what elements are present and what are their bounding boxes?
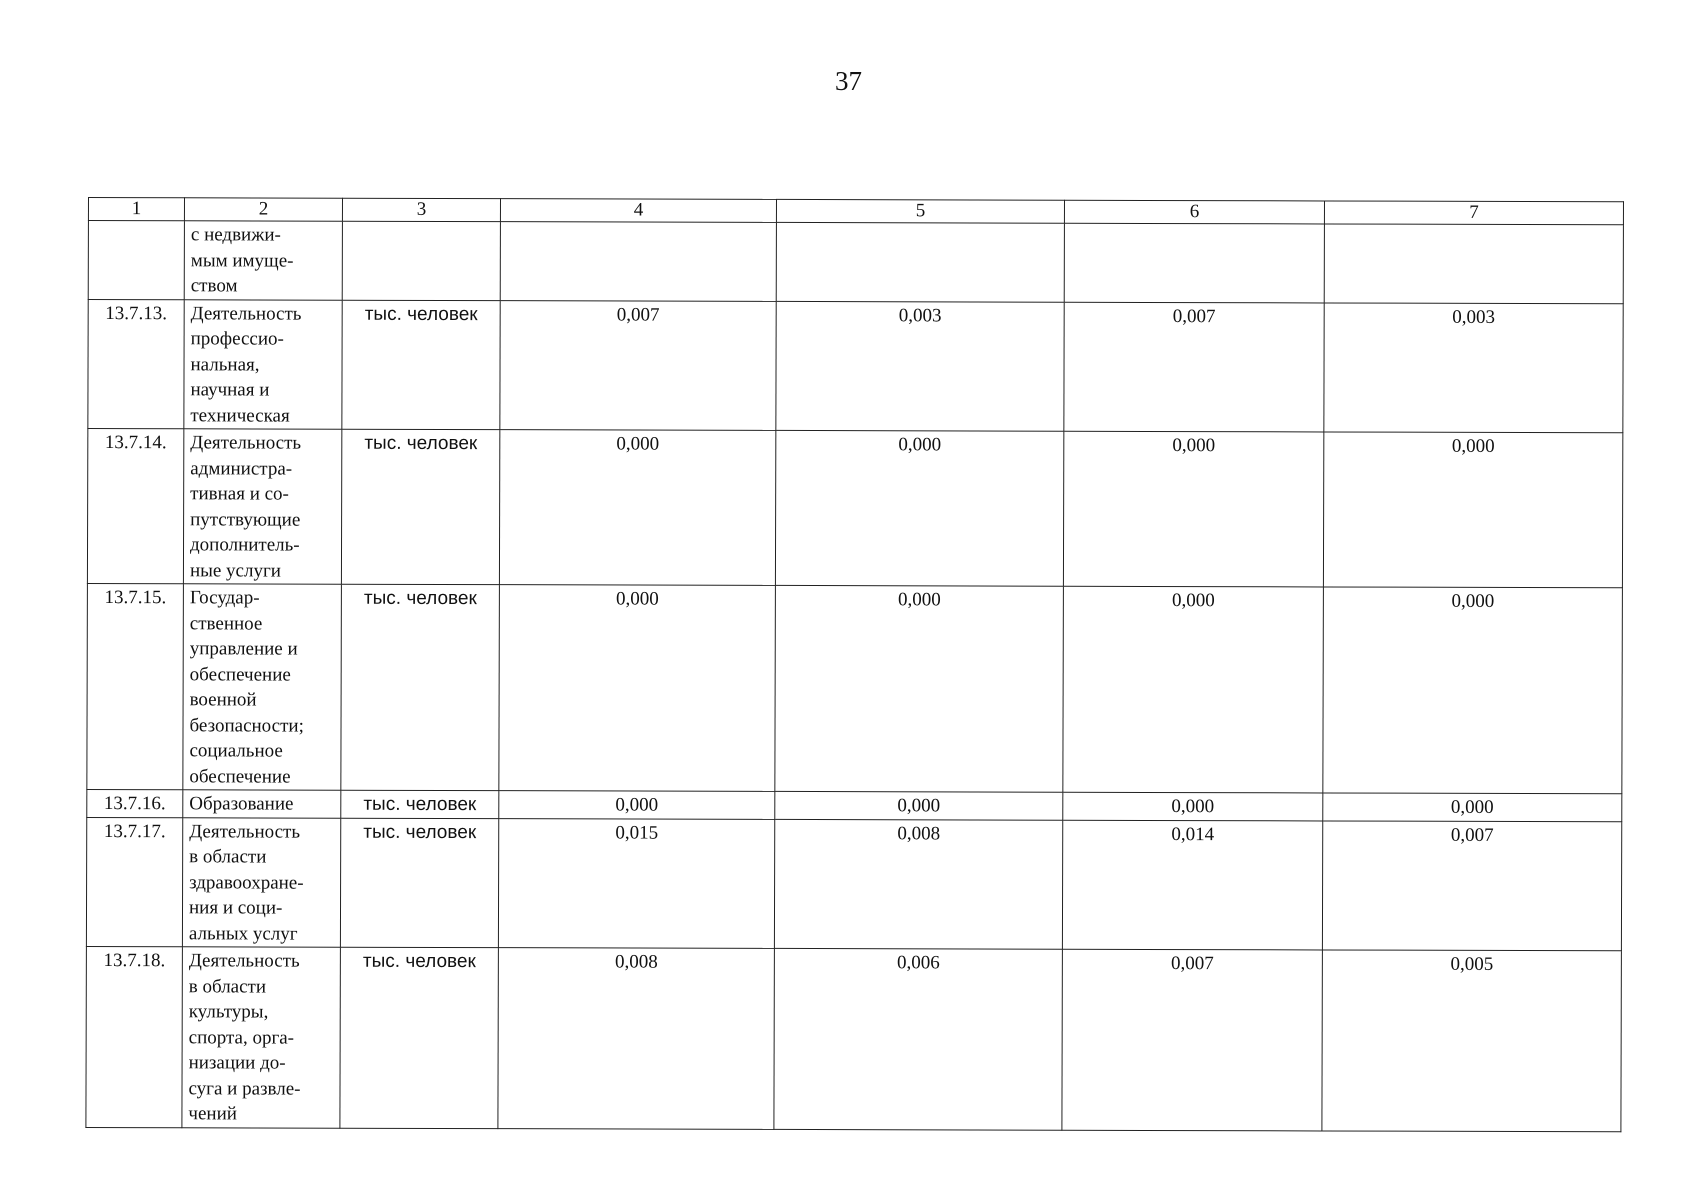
row-name-line: путствующие — [190, 508, 301, 531]
table-row — [87, 789, 1622, 821]
row-value-col4: 0,000 — [499, 430, 775, 586]
row-value-col7: 0,000 — [1323, 793, 1622, 821]
page-number: 37 — [835, 66, 862, 96]
row-name-line: обеспечение — [189, 765, 291, 788]
row-code: 13.7.15. — [87, 583, 184, 789]
row-code: 13.7.18. — [86, 946, 183, 1127]
row-name-line: военной — [189, 689, 257, 711]
row-value-col5: 0,000 — [775, 585, 1064, 792]
row-name-line: Деятельность — [190, 302, 302, 325]
row-value-col4: 0,000 — [499, 791, 775, 819]
row-name-line: альных услуг — [188, 922, 298, 945]
row-name-line: культуры, — [188, 1001, 269, 1023]
row-name-line: здравоохране- — [189, 871, 304, 894]
row-name — [182, 817, 340, 947]
row-value-col5: 0,000 — [775, 430, 1063, 586]
row-name-line: тивная и со- — [190, 483, 289, 505]
row-name-line: Образование — [189, 793, 294, 815]
row-value-col6 — [1064, 223, 1324, 302]
table-row — [86, 946, 1621, 1131]
table-row — [87, 583, 1623, 793]
row-code: 13.7.16. — [87, 789, 183, 817]
row-value-col7: 0,003 — [1324, 302, 1623, 432]
row-name-line: дополнитель- — [189, 534, 300, 556]
row-value-col6: 0,007 — [1064, 302, 1324, 432]
row-value-col4 — [500, 222, 776, 301]
column-number: 5 — [776, 199, 1064, 223]
row-code — [88, 221, 184, 300]
row-name-line: техническая — [190, 404, 290, 427]
row-value-col5: 0,000 — [775, 791, 1063, 819]
column-number: 4 — [500, 199, 776, 223]
row-name — [184, 221, 342, 300]
row-name-line: с недвижи- — [190, 224, 281, 246]
column-number: 2 — [184, 198, 342, 221]
row-name-line: в области — [188, 975, 267, 998]
row-value-col4: 0,007 — [500, 300, 776, 430]
row-name — [183, 790, 341, 818]
row-code: 13.7.14. — [87, 429, 183, 584]
row-name — [184, 299, 342, 429]
row-code: 13.7.17. — [86, 817, 182, 947]
row-unit: тыс. человек — [340, 818, 498, 948]
row-name — [183, 429, 341, 584]
row-name — [183, 584, 342, 790]
column-number: 7 — [1324, 201, 1623, 225]
row-unit — [342, 221, 500, 300]
row-name-line: Деятельность — [190, 432, 302, 454]
row-code: 13.7.13. — [88, 299, 184, 429]
row-name — [182, 947, 341, 1128]
row-unit: тыс. человек — [340, 947, 499, 1128]
row-name-line: профессио- — [190, 328, 284, 350]
row-value-col4: 0,015 — [498, 818, 774, 948]
row-name-line: мым имуще- — [190, 249, 294, 272]
row-name-line: управление и — [189, 638, 298, 660]
row-name-line: спорта, орга- — [188, 1026, 295, 1049]
row-value-col6: 0,000 — [1063, 586, 1324, 793]
row-unit: тыс. человек — [341, 584, 500, 790]
row-name-line: ством — [190, 275, 238, 297]
row-name-line: безопасности; — [189, 714, 304, 737]
column-number: 3 — [342, 198, 500, 221]
row-value-col7: 0,000 — [1323, 432, 1622, 588]
table-row — [86, 817, 1621, 951]
row-value-col5: 0,003 — [776, 301, 1064, 431]
row-name-line: в области — [189, 846, 267, 868]
row-value-col6: 0,014 — [1062, 820, 1322, 950]
row-unit: тыс. человек — [342, 300, 500, 430]
row-value-col5: 0,006 — [774, 948, 1063, 1130]
column-number: 6 — [1064, 200, 1324, 224]
row-name-line: Деятельность — [189, 820, 301, 843]
row-value-col6: 0,000 — [1063, 431, 1323, 587]
row-name-line: администра- — [190, 457, 293, 480]
row-name-line: обеспечение — [189, 663, 291, 686]
row-unit: тыс. человек — [341, 790, 499, 818]
row-value-col5: 0,008 — [774, 819, 1062, 949]
row-name-line: суга и развле- — [188, 1077, 301, 1100]
row-name-line: нальная, — [190, 353, 260, 375]
row-name-line: чений — [188, 1103, 237, 1125]
row-name-line: низации до- — [188, 1052, 286, 1074]
row-name-line: ственное — [189, 612, 263, 634]
table-row — [88, 299, 1623, 433]
row-name-line: Деятельность — [188, 950, 300, 972]
row-name-line: социальное — [189, 740, 283, 762]
column-number: 1 — [88, 198, 184, 221]
row-name-line: научная и — [190, 379, 270, 401]
row-unit: тыс. человек — [341, 429, 499, 584]
row-value-col4: 0,000 — [499, 585, 776, 792]
row-name-line: ные услуги — [189, 559, 281, 582]
table-row — [87, 429, 1622, 588]
row-value-col7: 0,000 — [1323, 587, 1623, 794]
row-value-col7: 0,007 — [1322, 820, 1621, 950]
row-value-col6: 0,000 — [1063, 792, 1323, 820]
row-value-col5 — [776, 222, 1064, 301]
row-value-col4: 0,008 — [498, 948, 775, 1130]
row-name-line: ния и соци- — [188, 897, 283, 919]
statistics-table — [85, 197, 1624, 1132]
row-value-col6: 0,007 — [1062, 949, 1323, 1131]
table-row — [88, 221, 1623, 304]
row-name-line: Государ- — [189, 587, 260, 609]
row-value-col7 — [1324, 224, 1623, 303]
row-value-col7: 0,005 — [1322, 950, 1622, 1132]
